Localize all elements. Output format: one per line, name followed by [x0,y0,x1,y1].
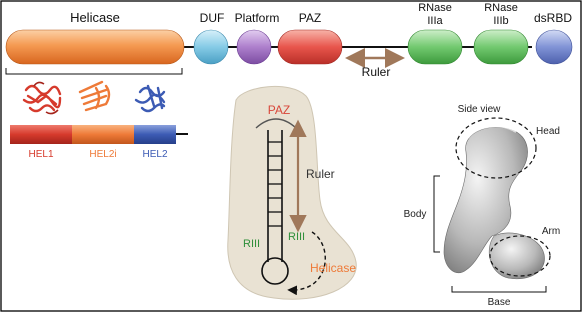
side-view-label: Side view [457,104,501,115]
hel2i-label: HEL2i [89,149,117,160]
schematic-helicase-label: Helicase [310,261,357,275]
helicase-domain [6,30,184,64]
dsrbd-domain-label: dsRBD [533,11,573,25]
schematic-ruler-label: Ruler [306,167,335,181]
rnase-iiib-domain [474,30,528,64]
rnase-iiia-label-line1: RNase [418,2,452,14]
hel1-block [10,125,72,144]
hel1-label: HEL1 [28,149,54,160]
paz-domain [278,30,342,64]
riii-left-label: RIII [243,238,261,250]
hel2-label: HEL2 [142,149,168,160]
ruler-label: Ruler [361,65,391,79]
platform-domain-label: Platform [234,11,280,25]
body-label: Body [403,209,427,220]
schematic-paz-label: PAZ [267,103,291,117]
platform-domain [237,30,271,64]
dsrbd-domain [536,30,572,64]
helicase-subdomain-bar [10,125,188,160]
rnase-iiia-label-line2: IIIa [427,15,443,27]
duf-domain [194,30,228,64]
base-label: Base [487,297,511,308]
paz-domain-label: PAZ [298,11,322,25]
hel2i-block [72,125,134,144]
rnase-iiib-label-line2: IIIb [493,15,509,27]
duf-domain-label: DUF [199,11,225,25]
helicase-domain-label: Helicase [70,10,120,25]
rnase-iiia-domain [408,30,462,64]
hel2-block [134,125,176,144]
riii-right-label: RIII [288,231,306,243]
rnase-iiib-label-line1: RNase [484,2,518,14]
arm-label: Arm [541,226,561,237]
head-label: Head [536,126,560,137]
